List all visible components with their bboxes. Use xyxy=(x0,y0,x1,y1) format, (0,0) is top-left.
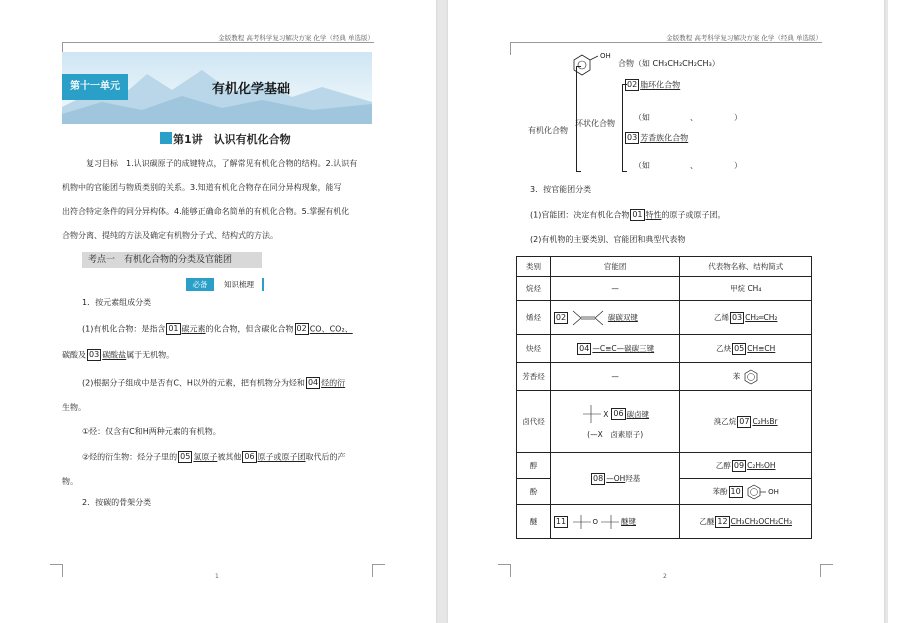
table-row: 醚 11 O 醚键 乙醚 12 CH₃CH₂OCH₂CH₃ xyxy=(517,505,812,539)
document-page-1 xyxy=(0,0,436,623)
double-bond-structure xyxy=(571,309,605,327)
blank-answer: CO、CO₂、 xyxy=(309,324,353,334)
blank-answer: 芳香族化合物 xyxy=(640,133,689,143)
table-row: 醇 08 —OH羟基 乙醇 09 C₂H₅OH xyxy=(517,453,812,479)
blank-answer: 特性 xyxy=(645,210,662,220)
p2-line-2: (2)有机物的主要类别、官能团和典型代表物 xyxy=(530,235,686,244)
organic-label: 有机化合物 xyxy=(528,126,568,135)
blank-number: 05 xyxy=(734,343,745,353)
p1-line-6: ②烃的衍生物：烃分子里的 05 氢原子被其他 06 原子或原子团取代后的产 xyxy=(82,452,346,462)
document-page-2 xyxy=(448,0,884,623)
table-row: 卤代烃 X 06 碳卤键 (—X 卤素原子) 溴乙烷 07 C₂H₅Br xyxy=(517,391,812,453)
p1-line-3: (2)根据分子组成中是否有C、H以外的元素，把有机物分为烃和 04 烃的衍 xyxy=(82,378,346,388)
goals-line-1: 复习目标 1.认识碳原子的成键特点，了解常见有机化合物的结构。2.认识有 xyxy=(86,159,358,168)
ring-bracket xyxy=(622,84,627,172)
table-row: 炔烃 04 —C≡C—碳碳三键 乙炔 05 CH≡CH xyxy=(517,335,812,363)
table-row: 烯烃 02 碳碳双键 乙烯 03 CH₂═CH₂ xyxy=(517,301,812,335)
p1-line-4: 生物。 xyxy=(62,403,86,412)
table-header: 类别 xyxy=(517,257,551,277)
blank-answer: 脂环化合物 xyxy=(640,80,681,90)
functional-group-table xyxy=(516,256,812,539)
blank-number: 10 xyxy=(730,486,741,496)
blank-number: 07 xyxy=(739,416,750,426)
header-rule xyxy=(62,42,374,43)
s2-title: 2．按碳的骨架分类 xyxy=(82,498,152,507)
blank-number: 04 xyxy=(307,378,319,387)
aromatic-examples: （如 、 ） xyxy=(634,161,742,170)
blank-number: 02 xyxy=(296,324,307,333)
table-row: 酚 苯酚 10 OH xyxy=(517,479,812,505)
header-rule xyxy=(510,42,822,43)
blank-number: 12 xyxy=(717,516,728,526)
p1-line-5: ①烃：仅含有C和H两种元素的有机物。 xyxy=(82,427,221,436)
blank-number: 06 xyxy=(613,409,624,418)
blank-number: 04 xyxy=(579,343,590,353)
blank-number: 08 xyxy=(593,473,604,483)
blank-number: 01 xyxy=(168,324,179,333)
blank-answer: 氢原子 xyxy=(193,452,218,462)
p2-line-1: (1)官能团：决定有机化合物 01 特性的原子或原子团。 xyxy=(530,210,726,220)
ring-label: 环状化合物 xyxy=(575,119,615,128)
page-header: 金版教程 高考科学复习解决方案 化学（经典 单选版） xyxy=(218,34,374,42)
goals-line-3: 出符合特定条件的同分异构体。4.能够正确命名简单的有机化合物。5.掌握有机化 xyxy=(62,207,350,216)
section-title: 考点一 有机化合物的分类及官能团 xyxy=(88,255,233,265)
phenol-oh: OH xyxy=(600,52,611,60)
lecture-title: 第1讲 认识有机化合物 xyxy=(173,133,291,146)
blank-number: 02 xyxy=(627,80,638,89)
s1-title: 1．按元素组成分类 xyxy=(82,298,152,307)
blank-answer: 原子或原子团 xyxy=(257,452,306,462)
p1-line-2: 碳酸及 03 碳酸盐属于无机物。 xyxy=(62,350,175,360)
unit-title: 有机化学基础 xyxy=(212,82,291,97)
aromatic-line xyxy=(624,132,688,145)
crop-mark xyxy=(820,564,833,577)
table-row: 芳香烃 — 苯 xyxy=(517,363,812,391)
blank-answer: 碳元素 xyxy=(181,324,206,334)
page-number: 2 xyxy=(663,573,667,580)
crop-mark xyxy=(372,564,385,577)
chain-compound-label: 合物（如 CH₃CH₂CH₂CH₃） xyxy=(618,59,720,68)
unit-banner xyxy=(62,52,372,124)
p1-line-7: 物。 xyxy=(62,477,78,486)
book-icon xyxy=(160,132,172,144)
crop-mark xyxy=(498,42,511,55)
blank-answer: 碳酸盐 xyxy=(102,350,127,360)
blank-number: 05 xyxy=(180,452,191,461)
blank-number: 09 xyxy=(733,460,745,470)
page-header: 金版教程 高考科学复习解决方案 化学（经典 单选版） xyxy=(666,34,822,42)
goals-line-2: 机物中的官能团与物质类别的关系。3.知道有机化合物存在同分异构现象，能写 xyxy=(62,183,342,192)
table-row: 烷烃 — 甲烷 CH₄ xyxy=(517,277,812,301)
table-header: 官能团 xyxy=(550,257,680,277)
s3-title: 3．按官能团分类 xyxy=(530,185,592,194)
crop-mark xyxy=(50,564,63,577)
unit-label: 第十一单元 xyxy=(62,74,128,100)
blank-number: 03 xyxy=(89,350,100,359)
next-page-edge xyxy=(888,0,902,623)
blank-answer: 烃的衍 xyxy=(321,378,346,388)
tag-required: 必备 xyxy=(186,278,214,291)
alicyclic-examples: （如 、 ） xyxy=(634,113,742,122)
tag-knowledge: 知识梳理 xyxy=(216,278,264,291)
p1-line-1: (1)有机化合物：是指含 01 碳元素的化合物，但含碳化合物 02 CO、CO₂、 xyxy=(82,324,353,334)
blank-number: 11 xyxy=(555,516,567,526)
blank-number: 03 xyxy=(627,133,638,142)
table-header-row xyxy=(517,257,812,277)
crop-mark xyxy=(498,564,511,577)
blank-number: 03 xyxy=(731,312,743,322)
alicyclic-line xyxy=(624,79,680,92)
page-number: 1 xyxy=(215,573,219,580)
goals-line-4: 合物分离、提纯的方法及确定有机物分子式、结构式的方法。 xyxy=(62,231,278,240)
table-header: 代表物名称、结构简式 xyxy=(680,257,812,277)
blank-number: 06 xyxy=(244,452,255,461)
blank-number: 02 xyxy=(555,312,567,322)
benzene-ring-icon xyxy=(743,369,759,385)
blank-number: 01 xyxy=(632,210,643,219)
